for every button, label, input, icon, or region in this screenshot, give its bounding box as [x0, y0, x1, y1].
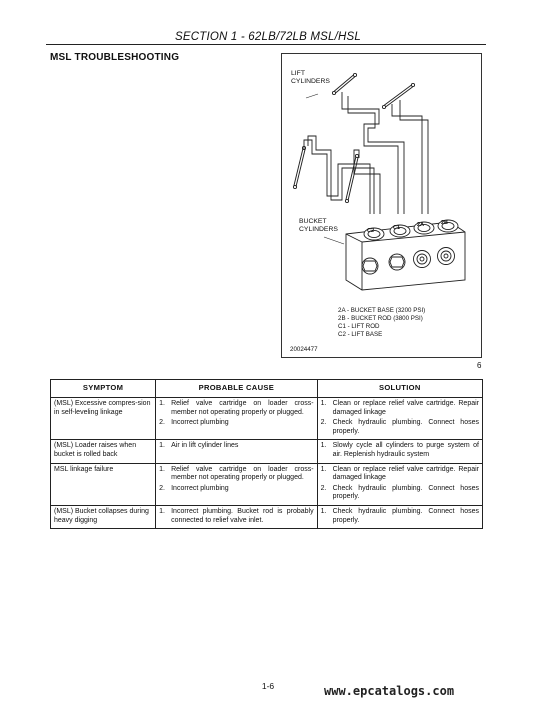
solution-item: 1. Clean or replace relief valve cartridge. Repair damaged linkage — [320, 465, 479, 482]
page-header-title: SECTION 1 - 62LB/72LB MSL/HSL — [174, 31, 362, 43]
port-label-2a: 2A — [417, 222, 425, 228]
cause-item: 1. Relief valve cartridge on loader cross-member not operating properly or plugged. — [159, 465, 314, 482]
cause-text: Incorrect plumbing. Bucket rod is probably connected to relief valve inlet. — [171, 507, 314, 524]
bucket-cylinders-label: BUCKET CYLINDERS — [299, 218, 338, 233]
solution-item: 2. Check hydraulic plumbing. Connect hoses properly. — [320, 419, 479, 435]
legend-line: C2 - LIFT BASE — [338, 331, 383, 338]
cause-text: Air in lift cylinder lines — [171, 442, 239, 450]
legend-line: C1 - LIFT ROD — [338, 323, 380, 330]
cause-item: 2. Incorrect plumbing — [159, 419, 313, 428]
symptom-cell — [51, 505, 156, 528]
solution-text: Check hydraulic plumbing. Connect hoses properly. — [332, 507, 479, 524]
solution-item: 1. Check hydraulic plumbing. Connect hoses properly. — [320, 507, 479, 524]
watermark-link[interactable]: www.epcatalogs.com — [324, 684, 455, 698]
cause-item: 1. Air in lift cylinder lines — [159, 442, 313, 451]
cause-item: 2. Incorrect plumbing — [159, 485, 313, 494]
port-label-2b: 2B — [441, 220, 449, 226]
column-header-probable-cause: PROBABLE CAUSE — [156, 380, 317, 398]
table-row — [51, 463, 483, 505]
cause-cell — [156, 440, 317, 463]
table-row — [51, 440, 483, 463]
symptom-text: (MSL) Loader raises when bucket is rolled back — [54, 442, 137, 458]
solution-text: Clean or replace relief valve cartridge. Repair damaged linkage — [332, 400, 479, 416]
hydraulic-diagram — [281, 53, 482, 358]
cause-text: Incorrect plumbing — [171, 484, 229, 492]
solution-cell — [317, 440, 482, 463]
table-row — [51, 398, 483, 440]
solution-cell — [317, 463, 482, 505]
cause-cell — [156, 398, 317, 440]
solution-item: 1. Slowly cycle all cylinders to purge system of air. Replenish hydraulic system — [320, 442, 479, 458]
cause-item: 1. Incorrect plumbing. Bucket rod is probably connected to relief valve inlet. — [159, 507, 314, 524]
symptom-text: MSL linkage failure — [54, 465, 114, 473]
figure-number: 6 — [477, 361, 482, 370]
lift-cylinders-label: LIFT CYLINDERS — [291, 70, 330, 85]
solution-text: Slowly cycle all cylinders to purge system of air. Replenish hydraulic system — [332, 442, 479, 458]
legend-line: 2B - BUCKET ROD (3800 PSI) — [338, 315, 423, 322]
port-label-c2: C2 — [367, 228, 375, 234]
troubleshooting-table — [50, 379, 483, 529]
cause-cell — [156, 505, 317, 528]
cause-text: Incorrect plumbing — [171, 419, 229, 427]
solution-text: Check hydraulic plumbing. Connect hoses properly. — [332, 484, 479, 501]
column-header-symptom: SYMPTOM — [51, 380, 156, 398]
symptom-cell — [51, 440, 156, 463]
symptom-cell — [51, 398, 156, 440]
solution-text: Check hydraulic plumbing. Connect hoses properly. — [332, 419, 479, 435]
cause-cell — [156, 463, 317, 505]
cause-text: Relief valve cartridge on loader cross-member not operating properly or plugged. — [171, 465, 314, 482]
solution-cell — [317, 505, 482, 528]
legend-line: 2A - BUCKET BASE (3200 PSI) — [338, 307, 426, 314]
cause-text: Relief valve cartridge on loader cross-member not operating properly or plugged. — [171, 400, 314, 416]
port-label-c1: C1 — [393, 225, 401, 231]
part-number: 20024477 — [290, 346, 318, 353]
table-header-row — [51, 380, 483, 398]
cause-item: 1. Relief valve cartridge on loader cross-member not operating properly or plugged. — [159, 400, 314, 416]
solution-cell — [317, 398, 482, 440]
column-header-solution: SOLUTION — [317, 380, 482, 398]
header-rule — [46, 44, 486, 45]
solution-item: 1. Clean or replace relief valve cartridge. Repair damaged linkage — [320, 400, 479, 416]
symptom-text: (MSL) Excessive compres-sion in self-leveling linkage — [54, 400, 151, 416]
symptom-cell — [51, 463, 156, 505]
table-row — [51, 505, 483, 528]
symptom-text: (MSL) Bucket collapses during heavy digging — [54, 507, 149, 524]
page-number: 1-6 — [261, 681, 275, 691]
solution-item: 2. Check hydraulic plumbing. Connect hoses properly. — [320, 484, 479, 501]
section-heading: MSL TROUBLESHOOTING — [50, 52, 180, 63]
solution-text: Clean or replace relief valve cartridge. Repair damaged linkage — [332, 465, 479, 482]
